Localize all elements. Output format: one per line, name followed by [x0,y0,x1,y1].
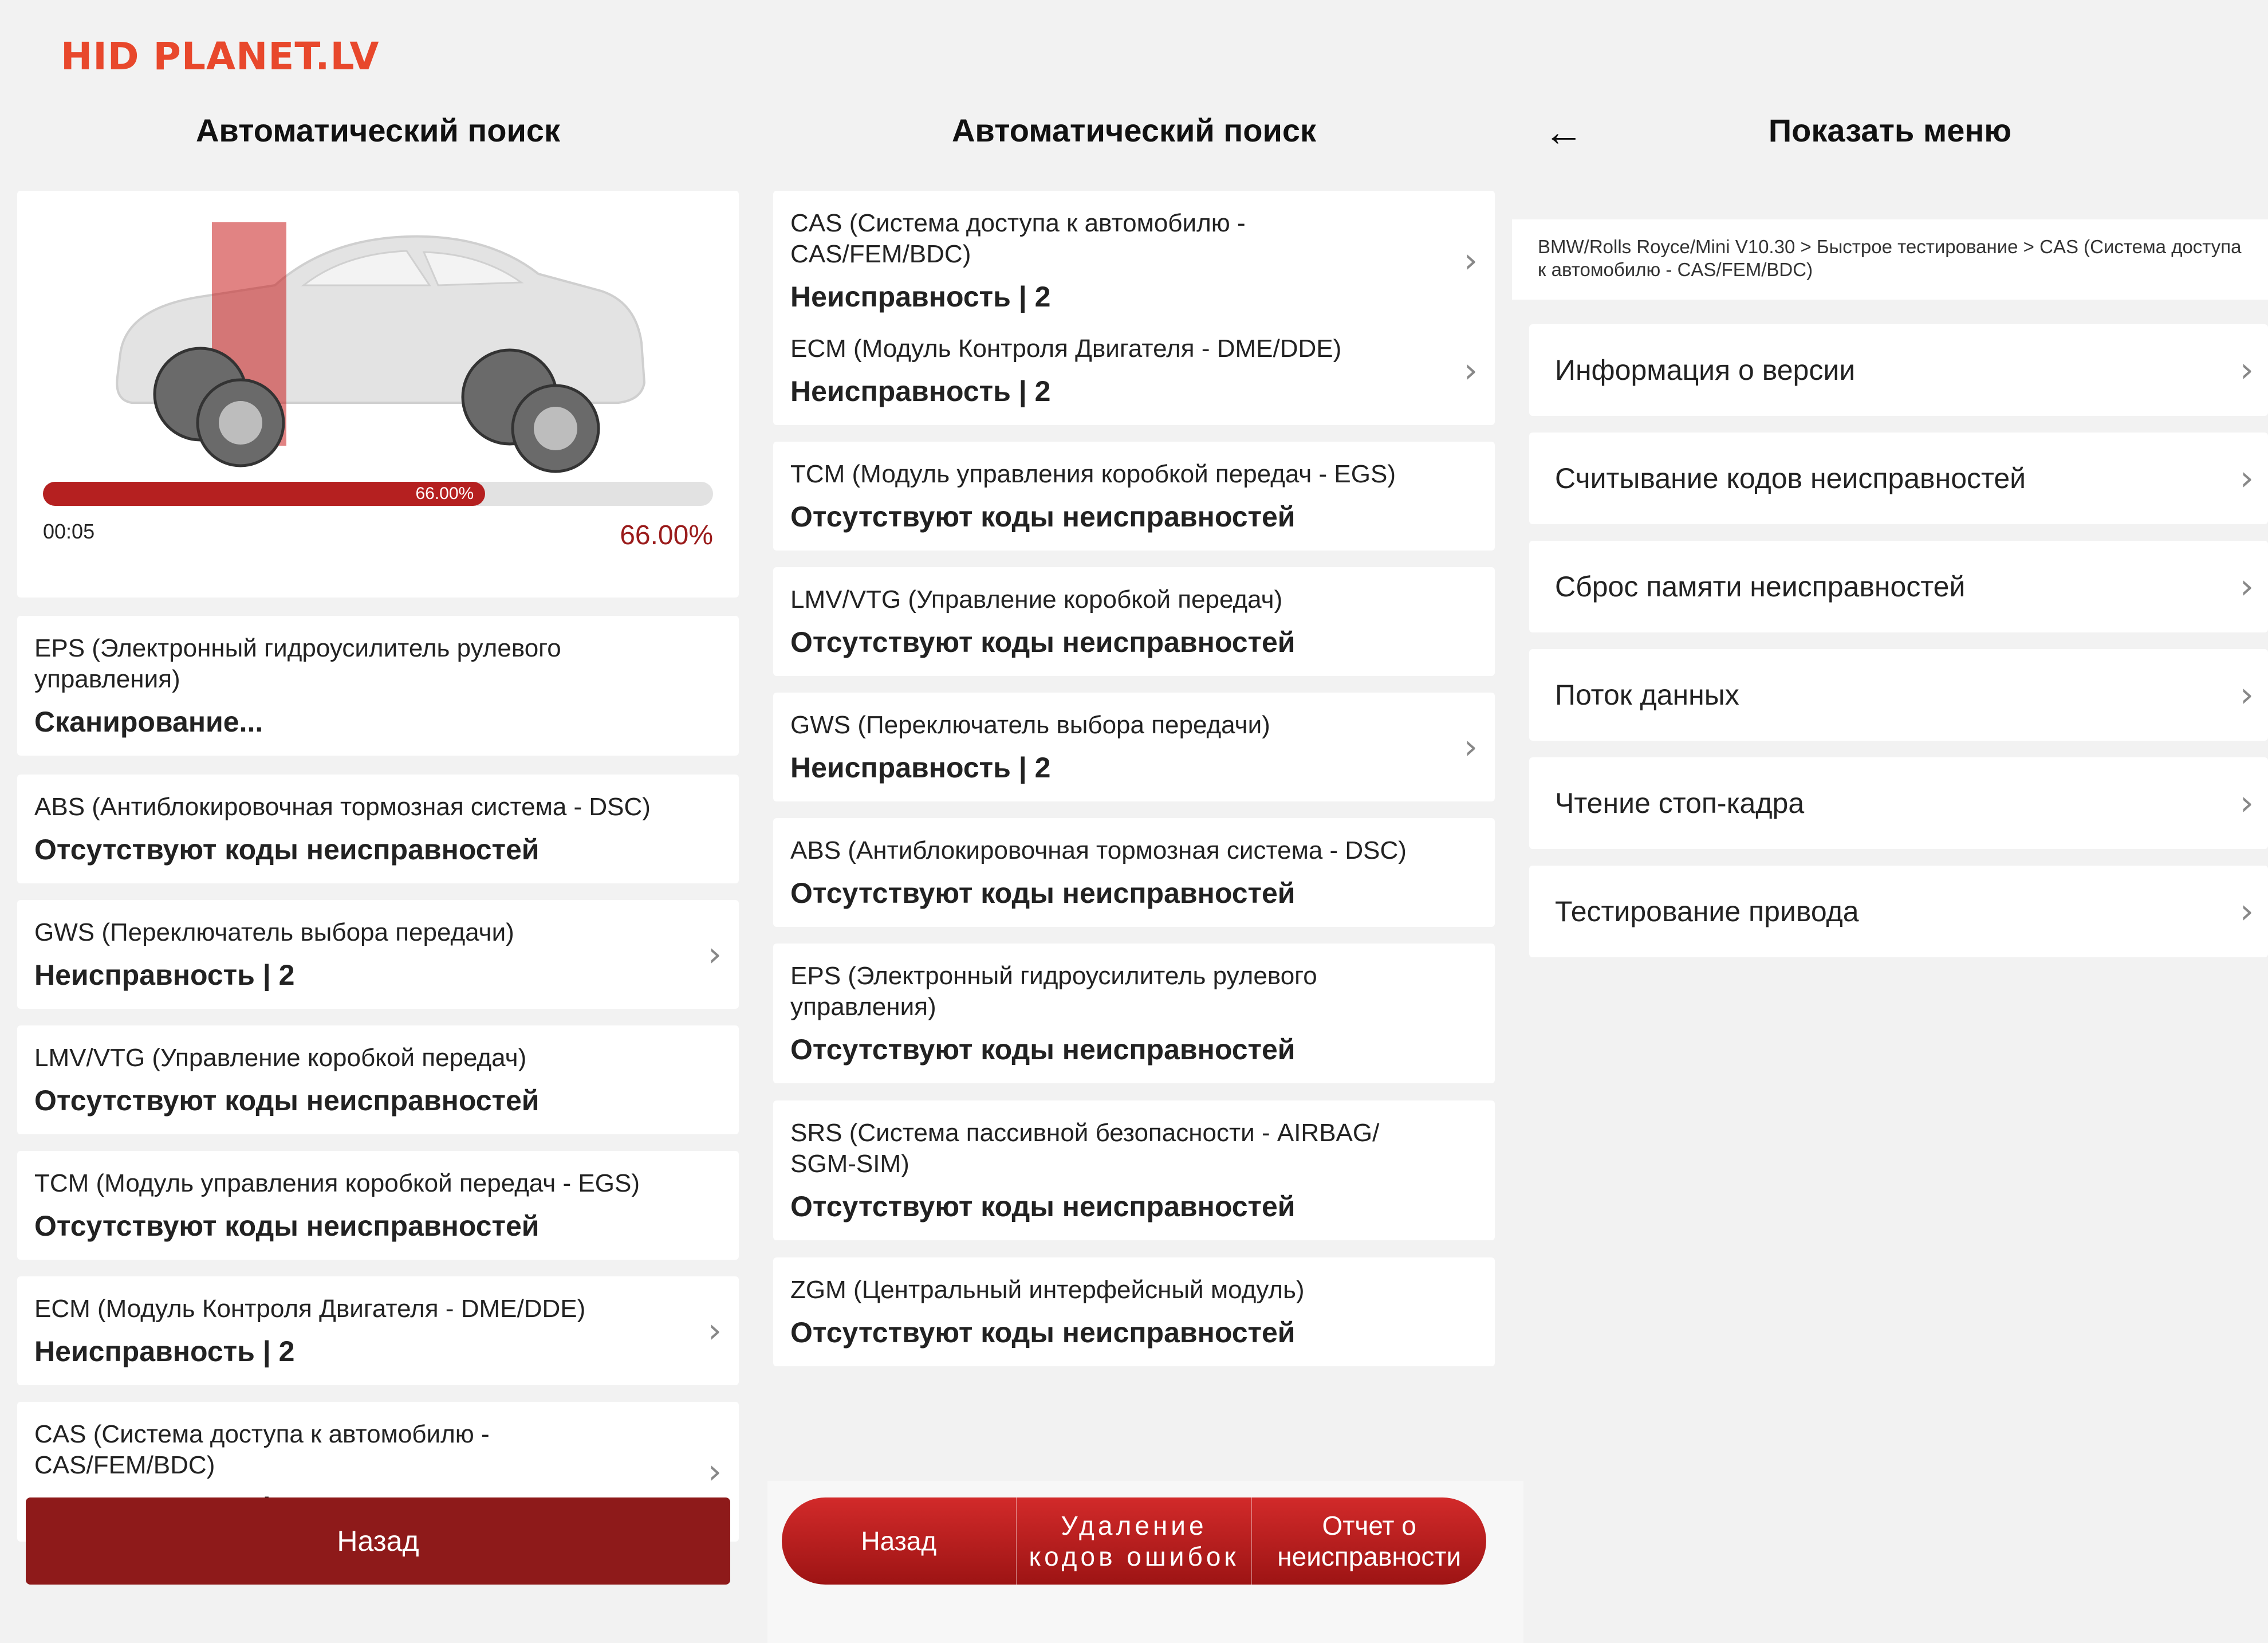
system-name: ECM (Модуль Контроля Двигателя - DME/DDE) [790,335,1342,363]
list-item[interactable] [773,316,1495,425]
menu-item-label: Поток данных [1555,679,1739,711]
list-item [773,944,1495,1083]
system-status: Отсутствуют коды неисправностей [790,1033,1296,1066]
system-name: ABS (Антиблокировочная тормозная система - DSC) [790,836,1407,864]
chevron-right-icon: › [2240,567,2254,607]
show-menu-panel [1512,0,2268,1643]
system-status: Отсутствуют коды неисправностей [34,1210,540,1242]
list-item[interactable] [773,191,1495,331]
action-button-group [782,1497,1486,1585]
chevron-right-icon: › [2240,783,2254,823]
menu-item-label: Тестирование привода [1555,895,1859,927]
car-illustration [86,205,659,474]
scan-progress-card [17,191,739,598]
menu-item-version-info[interactable] [1529,324,2268,416]
arrow-left-icon[interactable]: ← [1544,109,1584,154]
system-name: TCM (Модуль управления коробкой передач - EGS) [34,1169,640,1197]
system-status: Сканирование... [34,706,263,738]
menu-item-label: Информация о версии [1555,354,1856,386]
chevron-right-icon: › [1464,351,1478,391]
fault-report-button[interactable]: Отчет о неисправности [1277,1511,1462,1571]
auto-search-panel-2 [773,0,1495,1643]
app-logo: HID PLANET.LV [61,34,380,78]
page-title: Автоматический поиск [951,112,1317,148]
system-status: Отсутствуют коды неисправностей [34,1084,540,1117]
list-item [773,567,1495,676]
menu-item-read-codes[interactable] [1529,433,2268,524]
list-item [773,1257,1495,1366]
system-name: EPS (Электронный гидроусилитель рулевого управления) [34,634,561,693]
list-item[interactable] [773,693,1495,801]
chevron-right-icon: › [1464,241,1478,281]
system-status: Неисправность | 2 [790,752,1051,784]
chevron-right-icon: › [2240,350,2254,390]
system-name: TCM (Модуль управления коробкой передач - EGS) [790,460,1396,488]
chevron-right-icon: › [2240,675,2254,715]
system-name: EPS (Электронный гидроусилитель рулевого управления) [790,962,1317,1021]
menu-item-clear-memory[interactable] [1529,541,2268,632]
elapsed-time: 00:05 [43,520,95,543]
breadcrumb: BMW/Rolls Royce/Mini V10.30 > Быстрое тестирование > CAS (Система доступа к автомобилю - CAS/FEM/BDC) [1512,219,2268,300]
system-name: SRS (Система пассивной безопасности - AIRBAG/ SGM-SIM) [790,1119,1380,1178]
system-status: Отсутствуют коды неисправностей [790,877,1296,909]
chevron-right-icon: › [2240,458,2254,498]
menu-item-data-stream[interactable] [1529,649,2268,741]
system-status: Отсутствуют коды неисправностей [790,1190,1296,1223]
system-status: Неисправность | 2 [34,959,295,991]
list-item[interactable] [17,900,739,1009]
page-title: Показать меню [1768,112,2012,148]
menu-item-label: Считывание кодов неисправностей [1555,462,2026,494]
system-name: GWS (Переключатель выбора передачи) [790,711,1270,739]
system-name: ECM (Модуль Контроля Двигателя - DME/DDE) [34,1295,586,1323]
system-name: ZGM (Центральный интерфейсный модуль) [790,1276,1305,1304]
system-status: Отсутствуют коды неисправностей [790,1316,1296,1349]
list-item [773,442,1495,551]
back-button[interactable]: Назад [782,1497,1017,1585]
clear-codes-button[interactable]: Удаление кодов ошибок [1017,1497,1253,1585]
progress-percent: 66.00% [620,520,713,551]
back-button[interactable]: Назад [26,1497,730,1585]
chevron-right-icon: › [2240,891,2254,931]
system-status: Отсутствуют коды неисправностей [34,834,540,866]
page-title: Автоматический поиск [195,112,561,148]
list-item [773,818,1495,927]
menu-item-freeze-frame[interactable] [1529,757,2268,849]
auto-search-panel-1 [17,0,739,1643]
scan-progress-bar [43,482,713,506]
list-item [17,616,739,756]
system-name: ABS (Антиблокировочная тормозная система - DSC) [34,793,651,821]
system-name: LMV/VTG (Управление коробкой передач) [34,1044,527,1072]
menu-item-actuator-test[interactable] [1529,866,2268,957]
system-status: Отсутствуют коды неисправностей [790,626,1296,658]
system-name: CAS (Система доступа к автомобилю - CAS/FEM/BDC) [34,1420,490,1479]
chevron-right-icon: › [708,1452,722,1492]
system-status: Неисправность | 2 [34,1335,295,1367]
chevron-right-icon: › [708,1311,722,1351]
system-status: Неисправность | 2 [790,375,1051,407]
chevron-right-icon: › [1464,727,1478,767]
system-name: CAS (Система доступа к автомобилю - CAS/FEM/BDC) [790,209,1246,268]
list-item[interactable] [17,1276,739,1385]
list-item [17,1151,739,1260]
chevron-right-icon: › [708,934,722,974]
list-item [773,1100,1495,1240]
system-status: Отсутствуют коды неисправностей [790,501,1296,533]
menu-item-label: Сброс памяти неисправностей [1555,571,1966,603]
system-name: LMV/VTG (Управление коробкой передач) [790,585,1283,614]
system-name: GWS (Переключатель выбора передачи) [34,918,514,946]
progress-fill: 66.00% [43,482,485,506]
menu-item-label: Чтение стоп-кадра [1555,787,1805,819]
system-status: Неисправность | 2 [790,281,1051,313]
list-item [17,1025,739,1134]
list-item [17,775,739,883]
